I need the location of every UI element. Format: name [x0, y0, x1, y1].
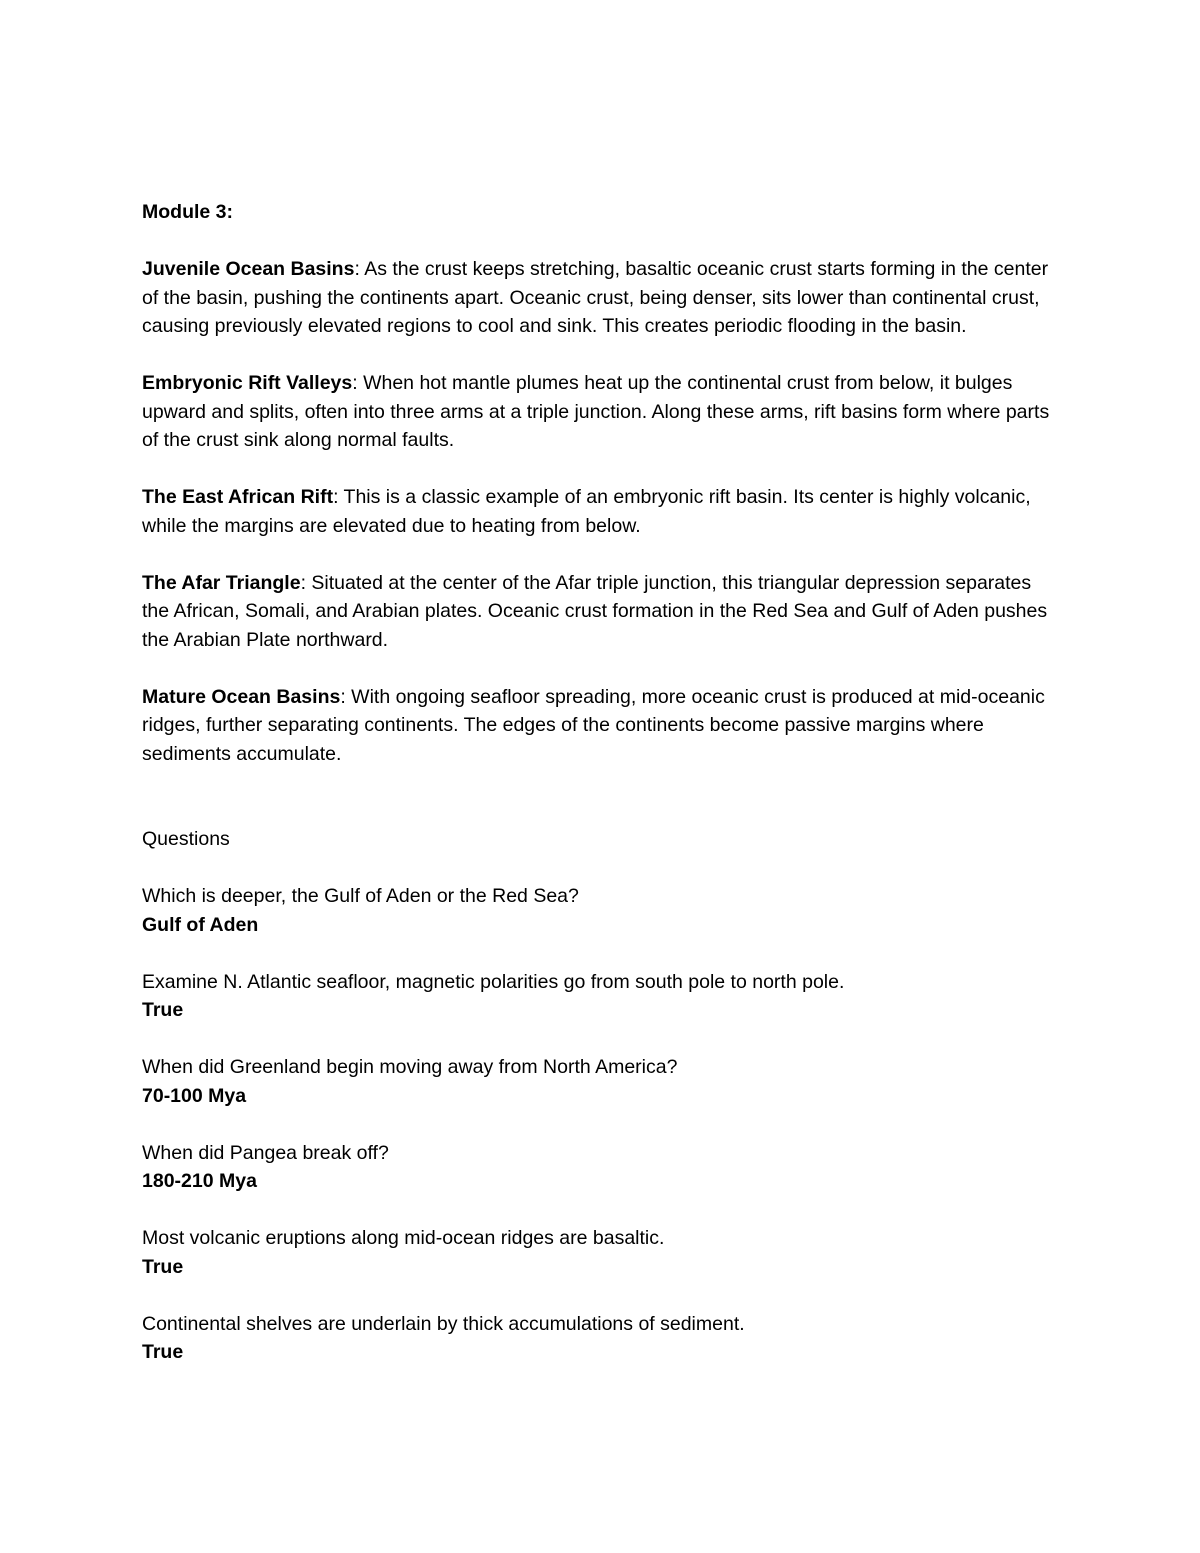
section-mature-ocean-basins [142, 683, 1062, 769]
answer-text: True [142, 1341, 184, 1363]
section-east-african-rift [142, 483, 1062, 540]
section-text: : Situated at the center of the Afar triple junction, this triangular depression separates the African, Somali, and Arabian plates. Oceanic crust formation in the Red Sea and Gulf of Aden pushes the Arabian Plate northward. [142, 571, 1048, 651]
section-term: Juvenile Ocean Basins [142, 258, 355, 280]
question-item [142, 1224, 1062, 1281]
question-text: Most volcanic eruptions along mid-ocean ridges are basaltic. [142, 1227, 665, 1249]
question-text: Examine N. Atlantic seafloor, magnetic polarities go from south pole to north pole. [142, 970, 845, 993]
section-term: The Afar Triangle [142, 571, 301, 594]
question-item [142, 1139, 1062, 1196]
module-heading: Module 3: [142, 201, 233, 223]
question-text: When did Greenland begin moving away from North America? [142, 1056, 678, 1078]
question-text: Continental shelves are underlain by thick accumulations of sediment. [142, 1312, 745, 1335]
section-term: Embryonic Rift Valleys [142, 372, 353, 394]
section-text: : With ongoing seafloor spreading, more oceanic crust is produced at mid-oceanic ridges, further separating continents. The edges of the continents become passive margins where sediments accumulate. [142, 685, 1045, 765]
question-item [142, 882, 1062, 939]
section-term: Mature Ocean Basins [142, 685, 341, 708]
section-text: : This is a classic example of an embryonic rift basin. Its center is highly volcanic, while the margins are elevated due to heating from below. [142, 486, 1031, 537]
answer-text: 180-210 Mya [142, 1170, 257, 1192]
section-embryonic-rift-valleys [142, 369, 1062, 455]
document-body [142, 198, 1062, 1367]
section-juvenile-ocean-basins [142, 255, 1062, 341]
section-afar-triangle [142, 569, 1062, 655]
question-text: When did Pangea break off? [142, 1141, 389, 1164]
section-text: : As the crust keeps stretching, basaltic oceanic crust starts forming in the center of the basin, pushing the continents apart. Oceanic crust, being denser, sits lower than continental crust, causing previously elevated regions to cool and sink. This creates periodic flooding in the basin. [142, 258, 1049, 337]
question-text: Which is deeper, the Gulf of Aden or the Red Sea? [142, 885, 579, 907]
answer-text: Gulf of Aden [142, 913, 259, 936]
question-item [142, 1310, 1062, 1367]
question-item [142, 1053, 1062, 1110]
question-item [142, 968, 1062, 1025]
questions-label: Questions [142, 828, 230, 850]
answer-text: True [142, 999, 184, 1021]
section-text: : When hot mantle plumes heat up the continental crust from below, it bulges upward and splits, often into three arms at a triple junction. Along these arms, rift basins form where parts of the crust sink along normal faults. [142, 372, 1050, 451]
answer-text: True [142, 1255, 184, 1278]
answer-text: 70-100 Mya [142, 1084, 247, 1107]
section-term: The East African Rift [142, 486, 334, 508]
